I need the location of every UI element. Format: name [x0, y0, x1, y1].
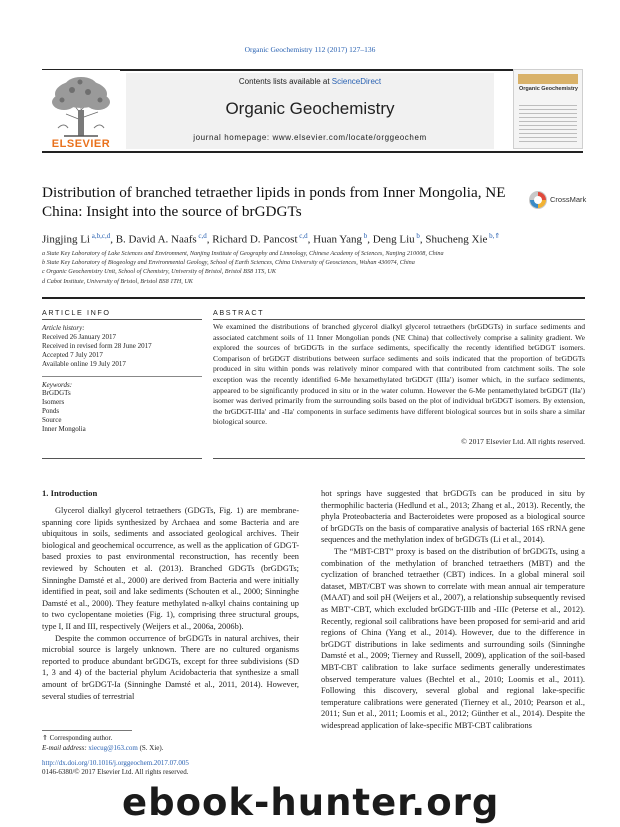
- issn-line: 0146-6380/© 2017 Elsevier Ltd. All rights reserved.: [42, 768, 189, 776]
- elsevier-wordmark: ELSEVIER: [51, 138, 111, 150]
- doi-link[interactable]: http://dx.doi.org/10.1016/j.orggeochem.2017.07.005: [42, 759, 189, 767]
- keyword: BrGDGTs: [42, 389, 71, 398]
- history-revised: Received in revised form 28 June 2017: [42, 341, 152, 350]
- keyword: Inner Mongolia: [42, 425, 86, 434]
- author-affiliation-marks[interactable]: b: [362, 232, 368, 240]
- author-affiliation-marks[interactable]: a,b,c,d: [89, 232, 111, 240]
- history-accepted: Accepted 7 July 2017: [42, 350, 103, 359]
- affiliation-c: c Organic Geochemistry Unit, School of Chemistry, University of Bristol, Bristol BS8 1TS, UK: [42, 268, 277, 276]
- cover-band: [518, 74, 578, 84]
- body-column-right: [321, 488, 585, 731]
- article-info-rule: [42, 319, 202, 320]
- keywords-label: Keywords:: [42, 380, 73, 389]
- abstract-rule: [213, 319, 585, 320]
- author-affiliation-marks[interactable]: b: [414, 232, 420, 240]
- introduction-heading: 1. Introduction: [42, 488, 98, 498]
- journal-reference[interactable]: Organic Geochemistry 112 (2017) 127–136: [244, 45, 376, 54]
- title-block-rule: [42, 297, 585, 299]
- author-affiliation-marks[interactable]: c,d: [196, 232, 207, 240]
- paragraph: Glycerol dialkyl glycerol tetraethers (GDGTs, Fig. 1) are membrane-spanning core lipids synthesized by Archaea and some Bacteria and are ubiquitous in soils, sediments and associated geological archives. Their biological and geochemical occurrence, as well as the application of GDGT-based proxies to past environmental reconstruction, has recently been reviewed by Schouten et al. (2013). Branched GDGTs (brGDGTs; Sinninghe Damsté et al., 2000) are derived from Bacteria and were initially identified in peat, soil and lake sediments (Schouten et al., 2000; Sinninghe Damsté et al., 2000). They feature methylated n-alkyl chains containing up to two cyclopentane moieties (Fig. 1), comprising three structural groups, type I, II and III, respectively (Weijers et al., 2006a, 2006b).: [42, 506, 299, 631]
- author-name[interactable]: Shucheng Xie: [425, 233, 488, 246]
- author-name[interactable]: Deng Liu: [372, 233, 415, 246]
- crossmark-icon: [528, 190, 548, 210]
- affiliation-b: b State Key Laboratory of Biogeology and Environmental Geology, School of Earth Sciences, China University of Geosciences, Wuhan 430074, China: [42, 259, 415, 267]
- author-name[interactable]: Jingjing Li: [42, 233, 90, 246]
- affiliation-a: a State Key Laboratory of Lake Sciences and Environment, Nanjing Institute of Geography and Limnology, Chinese Academy of Sciences, Nanjing 210008, China: [42, 250, 444, 257]
- crossmark-label: CrossMark: [550, 195, 587, 204]
- author-separator: ,: [419, 233, 426, 246]
- author-affiliation-marks[interactable]: b,⇑: [487, 232, 501, 240]
- author-name[interactable]: B. David A. Naafs: [115, 233, 197, 246]
- email-link[interactable]: xiecug@163.com: [88, 744, 138, 752]
- cover-title: Organic Geochemistry: [519, 86, 578, 92]
- body-column-left: [42, 505, 299, 702]
- abstract-copyright: © 2017 Elsevier Ltd. All rights reserved.: [461, 437, 585, 446]
- history-online: Available online 19 July 2017: [42, 359, 126, 368]
- author-separator: ,: [206, 233, 213, 246]
- article-info-body: [42, 324, 202, 434]
- abstract-bottom-rule: [213, 458, 585, 459]
- author-affiliation-marks[interactable]: c,d: [297, 232, 308, 240]
- history-label: Article history:: [42, 324, 85, 332]
- email-line: E-mail address: xiecug@163.com (S. Xie).: [42, 744, 164, 752]
- author-separator: ,: [307, 233, 314, 246]
- doi-block: [42, 759, 299, 777]
- corresponding-footnote: [42, 733, 299, 753]
- author-separator: ,: [367, 233, 373, 246]
- crossmark-badge[interactable]: [528, 188, 586, 212]
- keywords-rule: [42, 376, 202, 377]
- sciencedirect-link[interactable]: ScienceDirect: [331, 77, 382, 86]
- header-bottom-rule: [42, 151, 583, 153]
- journal-homepage: journal homepage: www.elsevier.com/locate/orggeochem: [193, 133, 427, 142]
- history-received: Received 26 January 2017: [42, 332, 117, 341]
- keyword: Isomers: [42, 398, 65, 407]
- cover-content-lines: [519, 102, 577, 142]
- paragraph: hot springs have suggested that brGDGTs can be produced in situ by thermophilic bacteria (Hedlund et al., 2013; Zhang et al., 2013). Recently, the phyla Proteobacteria and Bacteroidetes were proposed as a biological source of brGDGTs on the basis of comparative analysis of bacterial 16S rRNA gene sequences and the methylation index of brGDGTs (Li et al., 2014).: [321, 489, 585, 545]
- abstract-text: We examined the distributions of branched glycerol dialkyl glycerol tetraethers (brGDGTs) in surface sediments and associated catchment soils of 11 Inner Mongolian ponds (NE China) that collectively comprise a salinity gradient. We explored the sources of brGDGTs in the surface sediments, specifically the recently identified brGDGT isomers. Comparison of brGDGT distributions between surface sediments and soils indicated that the proportion of brGDGTs produced in situ within ponds was relatively minor compared with that contributed from catchment soils. The sole exception was the recently identified 6-Me hexamethylated brGDGT (IIIa′) isomer which, in the surface sediments, appeared to be significantly produced in situ or in the water column. However the 6-Me pentamethylated brGDGT (IIa′) isomer was derived primarily from the surrounding soils based on the plot of individual brGDGT isomers. By extension, the brGDGT-IIIa′ and -IIa′ components in surface sediments have different biological sources but in soils share a similar biological source.: [213, 322, 585, 427]
- author-separator: ,: [110, 233, 116, 246]
- corresponding-author: ⇑ Corresponding author.: [42, 734, 113, 742]
- article-info-bottom-rule: [42, 458, 202, 459]
- footnote-rule: [42, 730, 132, 731]
- header-top-rule: [42, 69, 583, 71]
- journal-cover-thumbnail[interactable]: [513, 69, 583, 149]
- author-name[interactable]: Huan Yang: [313, 233, 363, 246]
- abstract-heading: ABSTRACT: [213, 308, 265, 317]
- author-name[interactable]: Richard D. Pancost: [212, 233, 298, 246]
- paragraph: The “MBT-CBT” proxy is based on the distribution of brGDGTs, using a combination of the methylation of branched tetraethers (MBT) and the cyclization of branched tetraether (CBT) indices. In a global mineral soil dataset, MBT/CBT was shown to correlate with mean annual air temperature (MAAT) and soil pH (Weijers et al., 2007), a relationship subsequently revised as MBT′-CBT, which excluded brGDGT-IIIb and -IIIc (Peterse et al., 2012). Recently, regional soil calibrations have been proposed for semi-arid and arid regions of China (Yang et al., 2014). However, due to the difference in brGDGT distributions in lake sediments and surrounding soils (Sinninghe Damsté et al., 2009; Tierney and Russell, 2009), application of the soil-based MBT-CBT calibration to lake surface sediments generally underestimates observed temperature values (Bechtel et al., 2010; Loomis et al., 2011). Following this discovery, several global and regional lake-specific temperature calibrations were generated (Tierney et al., 2010; Pearson et al., 2011; Sun et al., 2011; Loomis et al., 2012; Günther et al., 2014). Despite the widespread application of lake-specific MBT-CBT calibrations: [321, 546, 586, 730]
- affiliation-d: d Cabot Institute, University of Bristol, Bristol BS8 1TH, UK: [42, 277, 193, 285]
- author-list: [42, 229, 587, 247]
- keyword: Ponds: [42, 407, 60, 416]
- homepage-url[interactable]: www.elsevier.com/locate/orggeochem: [272, 133, 427, 142]
- article-info-heading: ARTICLE INFO: [42, 308, 111, 317]
- watermark-banner: ebook-hunter.org: [122, 778, 620, 827]
- affiliations: [42, 249, 587, 286]
- paragraph: Despite the common occurrence of brGDGTs in natural archives, their microbial source is largely unknown. There are no cultured organisms reported to produce abundant brGDGTs, except for three subdivisions (SD 1, 3 and 4) of the bacterial phylum Acidobacteria that synthesize a small amount of brGDGT-Ia (Sinninghe Damsté et al., 2011, 2014). However, several studies of terrestrial: [42, 633, 299, 701]
- article-title: Distribution of branched tetraether lipids in ponds from Inner Mongolia, NE China: Insight into the source of brGDGTs: [42, 184, 506, 220]
- keyword: Source: [42, 416, 62, 425]
- contents-availability: Contents lists available at ScienceDirect: [238, 77, 382, 86]
- journal-title: Organic Geochemistry: [225, 99, 395, 118]
